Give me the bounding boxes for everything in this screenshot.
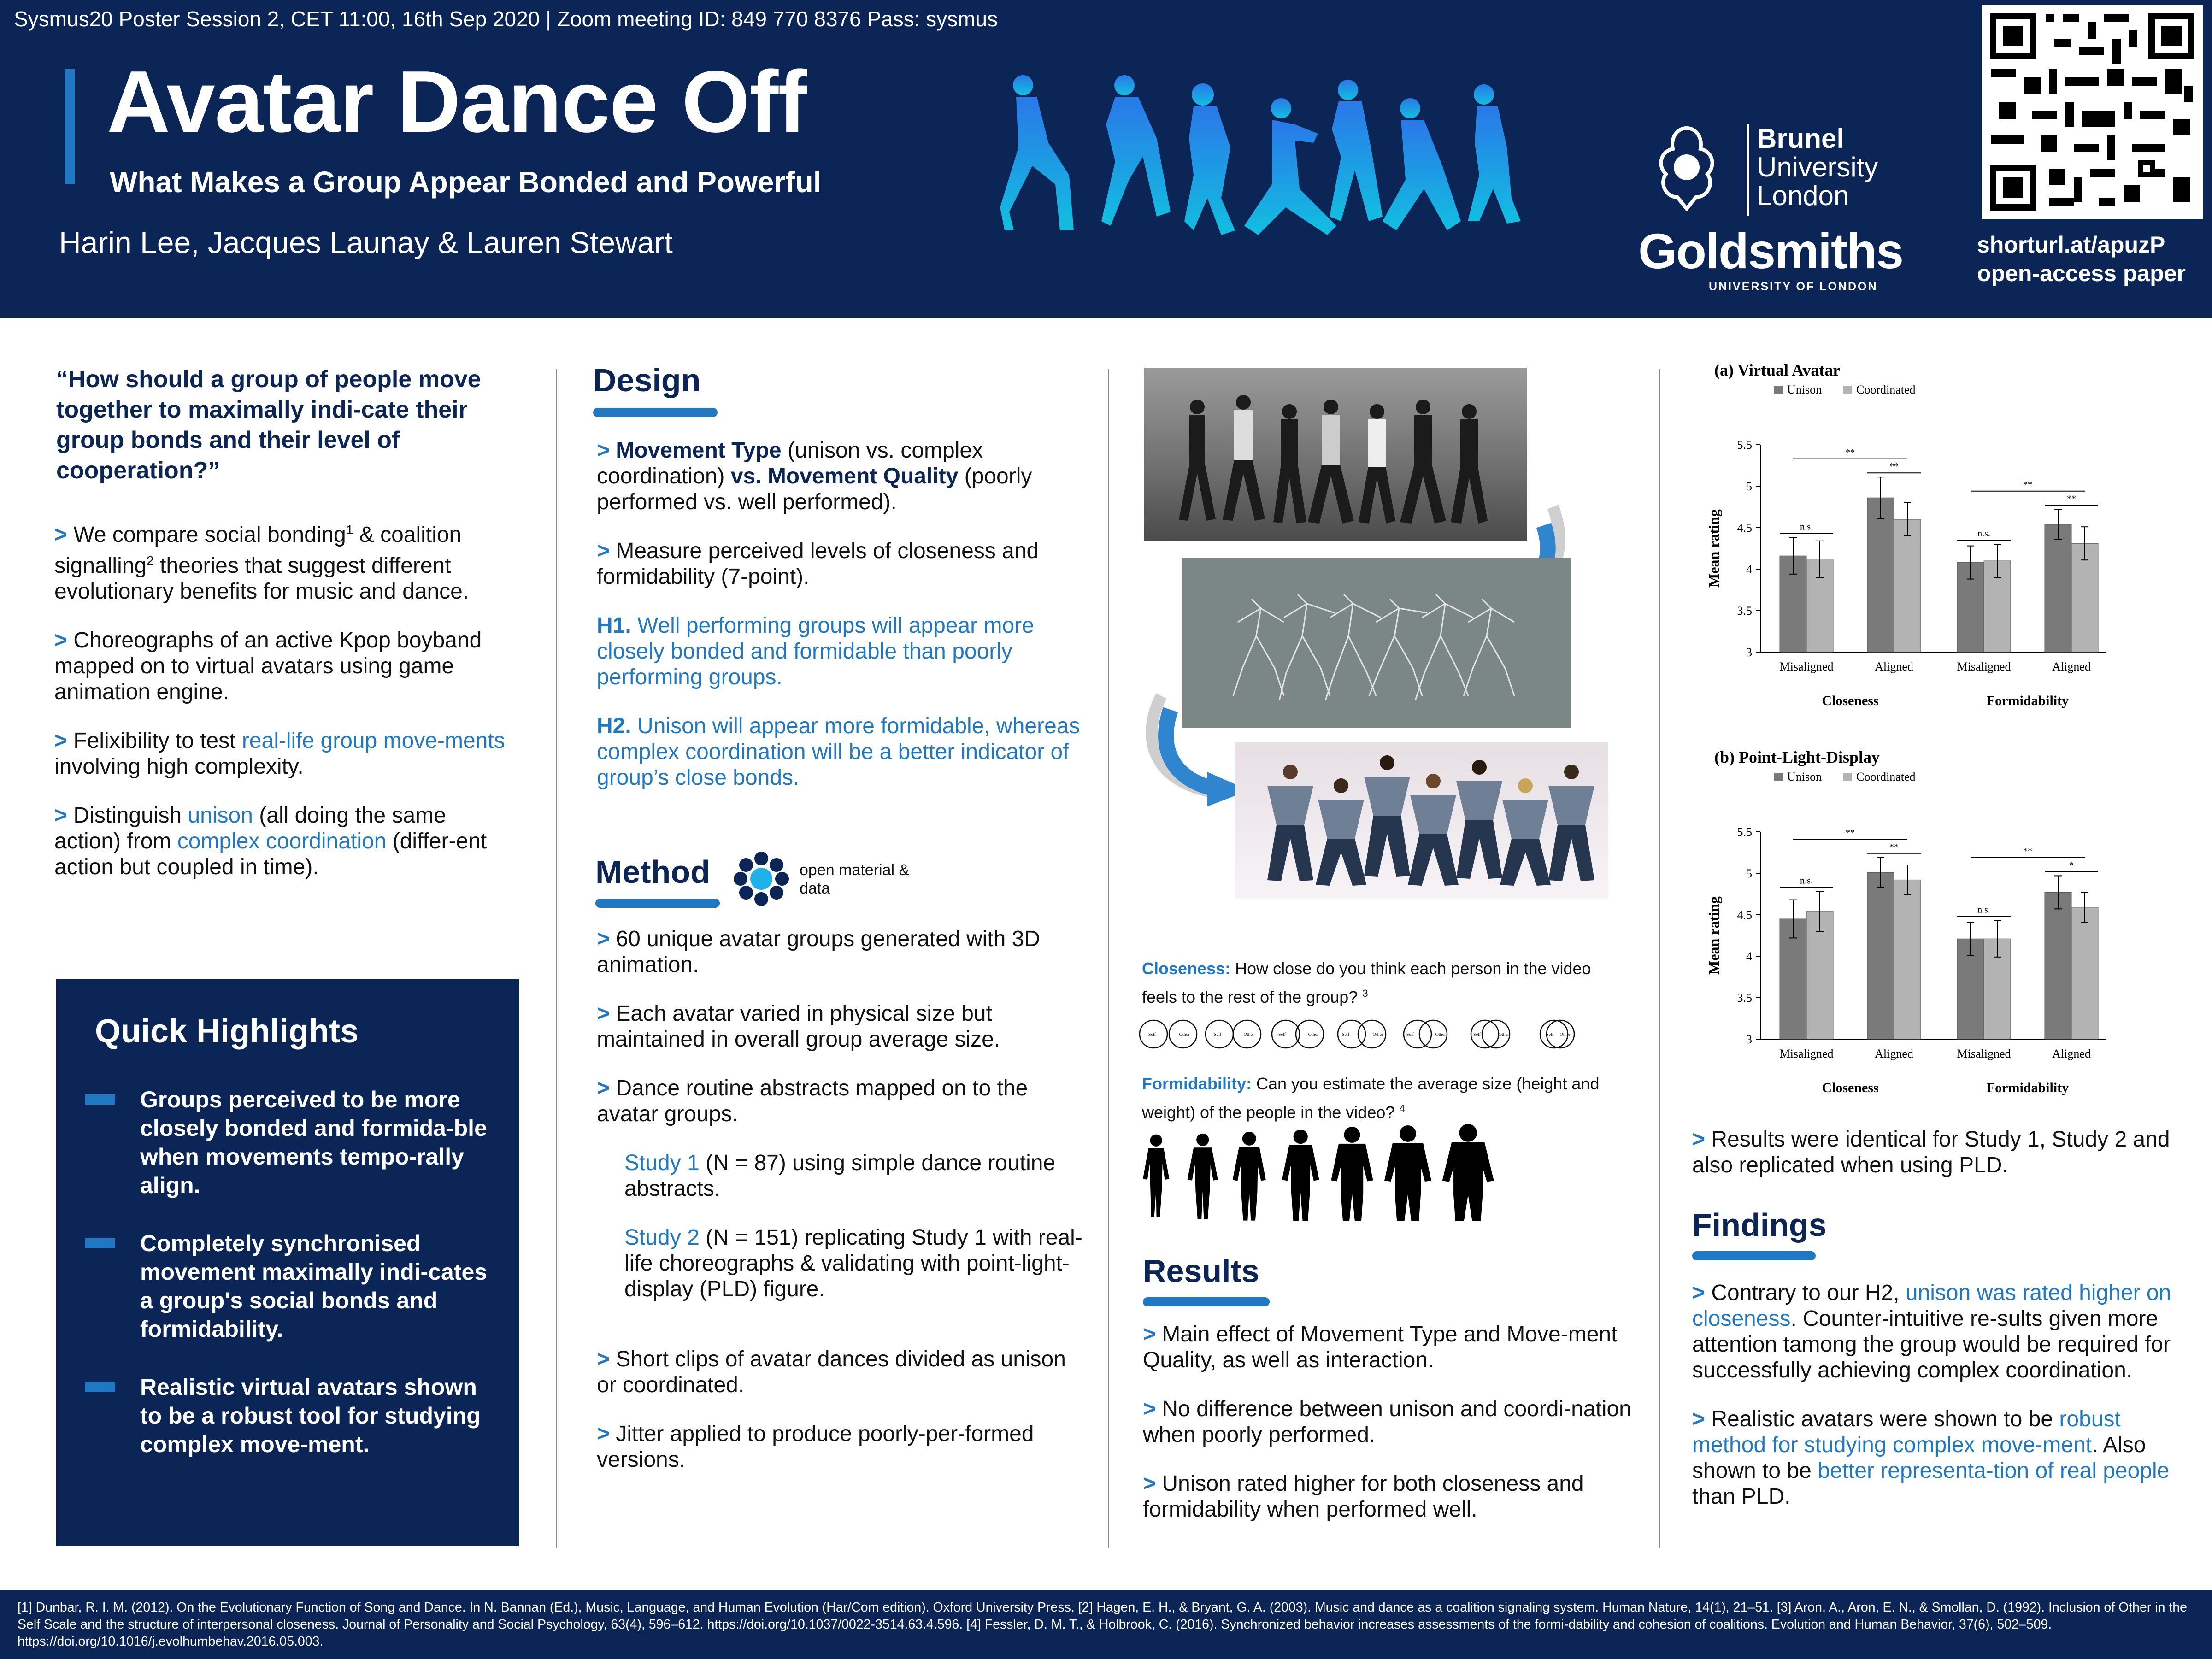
intro-p3-c: involving high complexity. <box>54 754 304 779</box>
qr-code-pattern <box>1982 5 2203 219</box>
significance-label: n.s. <box>1977 529 1990 539</box>
study-1-label: Study 1 <box>624 1151 700 1175</box>
qr-caption <box>1977 230 2207 288</box>
brunel-divider <box>1747 124 1749 216</box>
hypothesis-1 <box>597 613 1085 690</box>
research-question: “How should a group of people move together to maximally indi-cate their group bonds and their level of cooperation?” <box>56 366 481 484</box>
authors: Harin Lee, Jacques Launay & Lauren Stewart <box>59 225 673 259</box>
body-size-silhouettes <box>1138 1124 1535 1221</box>
findings-underline <box>1692 1251 1816 1260</box>
ios-self: Self <box>1473 1032 1481 1037</box>
design-heading: Design <box>593 362 701 398</box>
goldsmiths-logo: Goldsmiths <box>1638 223 1903 279</box>
result-2-text: No difference between unison and coordi-nation when poorly performed. <box>1143 1397 1631 1447</box>
intro-p1 <box>54 517 515 605</box>
findings-heading: Findings <box>1692 1207 1827 1243</box>
y-tick-label: 3 <box>1746 1033 1752 1046</box>
results-heading: Results <box>1143 1253 1259 1289</box>
intro-p1-a: We compare social bonding <box>73 523 346 547</box>
x-tick-label: Misaligned <box>1779 660 1834 673</box>
group-label: Formidability <box>1986 693 2069 708</box>
bar <box>1867 872 1894 1039</box>
design-p1-mid: (unison vs. complex coordination) <box>597 438 983 488</box>
bar <box>1894 880 1921 1039</box>
method-p5 <box>597 1421 1085 1473</box>
legend-swatch <box>1774 386 1783 394</box>
study-2-label: Study 2 <box>624 1225 700 1250</box>
ref-4: 4 <box>1399 1103 1405 1114</box>
chart-title: (a) Virtual Avatar <box>1714 361 1841 379</box>
highlight-text: Groups perceived to be more closely bonded and formida-ble when movements tempo-rally align. <box>140 1087 487 1198</box>
arrow-icon: > <box>1692 1127 1706 1152</box>
arrow-icon: > <box>1143 1322 1156 1347</box>
arrow-icon: > <box>597 927 610 951</box>
brunel-name: Brunel <box>1757 123 1845 154</box>
formidability-question: Can you estimate the average size (height and weight) of the people in the video? <box>1142 1074 1600 1122</box>
highlight-text: Completely synchronised movement maximally indi-cates a group's social bonds and formidability. <box>140 1230 488 1342</box>
closeness-question: How close do you think each person in the video feels to the rest of the group? <box>1142 959 1591 1006</box>
findings-text <box>1692 1280 2181 1533</box>
significance-label: ** <box>2067 494 2076 504</box>
finding-2-b: . Also shown to be <box>1692 1433 2146 1483</box>
method-p2 <box>597 1001 1085 1053</box>
significance-label: ** <box>2023 479 2032 490</box>
significance-label: n.s. <box>1800 876 1813 886</box>
design-text <box>597 438 1085 814</box>
ios-other: Other <box>1498 1032 1509 1037</box>
chart-virtual-avatar <box>1687 357 2147 735</box>
y-tick-label: 4.5 <box>1737 908 1752 922</box>
y-tick-label: 5 <box>1746 867 1752 880</box>
ios-self: Self <box>1213 1032 1222 1037</box>
significance-label: n.s. <box>1977 905 1990 915</box>
intro-p4-blue1: unison <box>188 803 253 828</box>
study-2-text: (N = 151) replicating Study 1 with real-life choreographs & validating with point-light-display (PLD) figure. <box>624 1225 1082 1301</box>
y-axis-label: Mean rating <box>1706 896 1722 975</box>
intro-p2 <box>54 628 515 705</box>
design-p2 <box>597 538 1085 590</box>
highlight-item <box>85 1085 500 1200</box>
intro-text <box>54 517 515 903</box>
intro-p3 <box>54 728 515 780</box>
significance-label: n.s. <box>1800 522 1813 532</box>
brunel-london: London <box>1757 180 1849 211</box>
legend-swatch <box>1843 386 1852 394</box>
references: [1] Dunbar, R. I. M. (2012). On the Evolutionary Function of Song and Dance. In N. Bannan (Ed.), Music, Language, and Human Evolution (Har/Com edition). Oxford University Press. [2] Hagen, E. H., & Bryant, G. A. (2003). Music and dance as a coalition signaling system. Human Nature, 14(1), 21–51. [3] Aron, A., Aron, E. N., & Smollan, D. (1992). Inclusion of Other in the Self Scale and the structure of interpersonal closeness. Journal of Personality and Social Psychology, 63(4), 596–612. https://doi.org/10.1037/0022-3514.63.4.596. [4] Fessler, D. M. T., & Holbrook, C. (2016). Synchronized behavior increases assessments of the formi-dability and cohesion of coalitions. Evolution and Human Behavior, 37(6), 502–509. https://doi.org/10.1016/j.evolhumbehav.2016.05.003. <box>18 1600 2188 1649</box>
arrow-icon: > <box>597 1422 610 1446</box>
finding-1-blue: unison was rated higher on closeness <box>1692 1281 2171 1331</box>
method-p4-text: Short clips of avatar dances divided as unison or coordinated. <box>597 1347 1066 1397</box>
y-axis-label: Mean rating <box>1706 509 1722 588</box>
open-material-label[interactable]: open material & data <box>800 861 910 897</box>
highlights-title: Quick Highlights <box>94 1013 359 1050</box>
arrow-icon: > <box>1692 1281 1706 1305</box>
method-p3-text: Dance routine abstracts mapped on to the avatar groups. <box>597 1076 1028 1126</box>
bullet-dash-icon <box>85 1238 115 1248</box>
highlight-item <box>85 1229 500 1343</box>
h2-label: H2. <box>597 714 631 738</box>
closeness-label: Closeness: <box>1142 959 1231 978</box>
design-bold-2: vs. Movement Quality <box>730 464 959 488</box>
arrow-icon: > <box>597 1001 610 1026</box>
h1-label: H1. <box>597 613 631 638</box>
finding-1-a: Contrary to our H2, <box>1711 1281 1906 1305</box>
y-tick-label: 5.5 <box>1737 825 1752 839</box>
intro-p4-a: Distinguish <box>73 803 188 828</box>
intro-p3-blue: real-life group move-ments <box>241 729 505 753</box>
closeness-measure <box>1142 956 1626 1010</box>
result-2 <box>1143 1396 1641 1448</box>
legend-swatch <box>1774 773 1783 781</box>
significance-label: ** <box>2023 846 2032 856</box>
arrow-icon: > <box>1143 1397 1156 1421</box>
design-underline <box>593 408 718 417</box>
significance-label: ** <box>1846 828 1855 838</box>
bar <box>2071 907 2098 1039</box>
results-text <box>1143 1322 1641 1546</box>
legend-label: Coordinated <box>1856 383 1916 396</box>
design-p1-end: (poorly performed vs. well performed). <box>597 464 1032 514</box>
study-1-text: (N = 87) using simple dance routine abstracts. <box>624 1151 1056 1201</box>
legend-label: Coordinated <box>1856 770 1916 783</box>
qr-code[interactable] <box>1982 5 2203 219</box>
group-label: Closeness <box>1822 1080 1879 1095</box>
bar <box>2045 524 2071 652</box>
significance-label: ** <box>1889 461 1899 472</box>
ios-other: Other <box>1243 1032 1254 1037</box>
poster-title: Avatar Dance Off <box>107 53 807 151</box>
bar <box>1867 498 1894 652</box>
group-label: Closeness <box>1822 693 1879 708</box>
ios-other: Other <box>1179 1032 1190 1037</box>
y-tick-label: 5.5 <box>1737 438 1752 452</box>
arrow-icon: > <box>597 1076 610 1100</box>
brunel-university: University <box>1757 152 1878 182</box>
method-p2-text: Each avatar varied in physical size but maintained in overall group average size. <box>597 1001 1000 1052</box>
finding-2-blue2: better representa-tion of real people <box>1818 1459 2170 1483</box>
ref-3: 3 <box>1362 988 1368 999</box>
significance-label: * <box>2069 860 2074 871</box>
x-tick-label: Aligned <box>1875 1047 1913 1060</box>
finding-2-a: Realistic avatars were shown to be <box>1711 1407 2059 1431</box>
method-p3 <box>597 1076 1085 1127</box>
results-underline <box>1143 1297 1270 1306</box>
h1-text: Well performing groups will appear more closely bonded and formidable than poorly performing groups. <box>597 613 1034 689</box>
y-tick-label: 4 <box>1746 563 1752 576</box>
method-p1-text: 60 unique avatar groups generated with 3D animation. <box>597 927 1040 977</box>
x-tick-label: Aligned <box>1875 660 1913 673</box>
group-label: Formidability <box>1986 1080 2069 1095</box>
design-p1 <box>597 438 1085 515</box>
poster-subtitle: What Makes a Group Appear Bonded and Powerful <box>110 165 822 199</box>
x-tick-label: Aligned <box>2052 660 2091 673</box>
session-line: Sysmus20 Poster Session 2, CET 11:00, 16th Sep 2020 | Zoom meeting ID: 849 770 8376 Pass: sysmus <box>14 7 998 31</box>
legend-swatch <box>1843 773 1852 781</box>
x-tick-label: Aligned <box>2052 1047 2091 1060</box>
x-tick-label: Misaligned <box>1779 1047 1834 1060</box>
finding-2-blue1: robust method for studying complex move-ment <box>1692 1407 2121 1457</box>
finding-2-c: than PLD. <box>1692 1484 1791 1509</box>
hypothesis-2 <box>597 713 1085 791</box>
significance-label: ** <box>1889 841 1899 852</box>
result-3-text: Unison rated higher for both closeness and formidability when performed well. <box>1143 1471 1584 1522</box>
ios-self: Self <box>1406 1032 1414 1037</box>
ref-1: 1 <box>346 523 353 537</box>
result-3 <box>1143 1471 1641 1523</box>
highlight-text: Realistic virtual avatars shown to be a robust tool for studying complex move-ment. <box>140 1374 481 1457</box>
arrow-icon: > <box>54 729 68 753</box>
y-tick-label: 5 <box>1746 480 1752 493</box>
bullet-dash-icon <box>85 1094 115 1105</box>
qr-caption-text: open-access paper <box>1977 260 2186 286</box>
open-material-icon[interactable] <box>733 850 790 908</box>
ios-other: Other <box>1559 1032 1571 1037</box>
legend-label: Unison <box>1787 383 1822 396</box>
intro-p4-blue2: complex coordination <box>177 829 387 853</box>
method-p5-text: Jitter applied to produce poorly-per-formed versions. <box>597 1422 1034 1472</box>
h2-text: Unison will appear more formidable, whereas complex coordination will be a better indicator of group’s close bonds. <box>597 714 1080 790</box>
ios-other: Other <box>1308 1032 1319 1037</box>
arrow-icon: > <box>54 803 68 828</box>
intro-p4 <box>54 803 515 880</box>
qr-link[interactable]: shorturl.at/apuzP <box>1977 232 2165 258</box>
x-tick-label: Misaligned <box>1957 1047 2011 1060</box>
results-summary <box>1692 1127 2176 1201</box>
formidability-label: Formidability: <box>1142 1074 1252 1093</box>
arrow-icon: > <box>597 438 610 463</box>
y-tick-label: 3.5 <box>1737 991 1752 1005</box>
column-divider-1 <box>556 369 557 1548</box>
ios-self: Self <box>1148 1032 1156 1037</box>
arrow-icon: > <box>54 628 68 653</box>
arrow-icon: > <box>1143 1471 1156 1496</box>
y-tick-label: 4 <box>1746 950 1752 963</box>
ios-other: Other <box>1372 1032 1383 1037</box>
intro-p4-c: (differ-ent action but coupled in time). <box>54 829 487 879</box>
summary-text: Results were identical for Study 1, Study 2 and also replicated when using PLD. <box>1692 1127 2170 1177</box>
legend-label: Unison <box>1787 770 1822 783</box>
y-tick-label: 3 <box>1746 646 1752 659</box>
bar <box>1894 519 1921 652</box>
ios-self: Self <box>1278 1032 1286 1037</box>
method-underline <box>595 899 720 908</box>
chart-point-light-display <box>1687 744 2147 1122</box>
goldsmiths-sub: UNIVERSITY OF LONDON <box>1709 280 1878 293</box>
method-heading: Method <box>595 854 710 890</box>
study-2 <box>624 1225 1085 1302</box>
finding-1 <box>1692 1280 2181 1383</box>
ios-scale <box>1138 1014 1618 1055</box>
chart-title: (b) Point-Light-Display <box>1714 748 1880 766</box>
ios-self: Self <box>1341 1032 1350 1037</box>
significance-label: ** <box>1846 447 1855 458</box>
formidability-measure <box>1142 1071 1626 1125</box>
intro-p1-b: & coalition signalling <box>54 523 462 578</box>
ref-2: 2 <box>147 553 154 568</box>
result-1 <box>1143 1322 1641 1373</box>
method-p4 <box>597 1347 1085 1398</box>
finding-2 <box>1692 1406 2181 1510</box>
ios-other: Other <box>1435 1032 1446 1037</box>
summary-p <box>1692 1127 2176 1178</box>
column-divider-3 <box>1659 369 1660 1548</box>
arrow-icon: > <box>1692 1407 1706 1431</box>
intro-p2-text: Choreographs of an active Kpop boyband mapped on to virtual avatars using game animation engine. <box>54 628 482 704</box>
arrow-icon: > <box>597 539 610 563</box>
title-accent-bar <box>65 69 75 184</box>
design-p2-text: Measure perceived levels of closeness and formidability (7-point). <box>597 539 1039 589</box>
method-p1 <box>597 926 1085 978</box>
bullet-dash-icon <box>85 1382 115 1392</box>
column-divider-2 <box>1108 369 1109 1548</box>
x-tick-label: Misaligned <box>1957 660 2011 673</box>
bar <box>2045 892 2071 1039</box>
study-1 <box>624 1150 1085 1202</box>
highlight-item <box>85 1373 500 1459</box>
intro-p3-a: Felixibility to test <box>73 729 242 753</box>
method-text <box>597 926 1085 1496</box>
avatar-group-render <box>1235 742 1608 899</box>
header-dancers-image <box>986 69 1530 263</box>
intro-p4-b: (all doing the same action) from <box>54 803 446 853</box>
finding-1-c: . Counter-intuitive re-sults given more attention tamong the group would be required for successfully achieving complex coordination. <box>1692 1306 2171 1382</box>
brunel-crest-logo <box>1652 124 1721 211</box>
brunel-wordmark <box>1757 124 1878 210</box>
quick-highlights-box <box>56 979 519 1546</box>
highlights-list <box>85 1085 500 1488</box>
arrow-icon: > <box>54 523 68 547</box>
y-tick-label: 4.5 <box>1737 521 1752 535</box>
y-tick-label: 3.5 <box>1737 604 1752 618</box>
result-1-text: Main effect of Movement Type and Move-ment Quality, as well as interaction. <box>1143 1322 1618 1372</box>
design-bold-1: Movement Type <box>616 438 782 463</box>
arrow-icon: > <box>597 1347 610 1371</box>
intro-p1-c: theories that suggest different evolutionary benefits for music and dance. <box>54 553 469 604</box>
ios-self: Self <box>1546 1032 1554 1037</box>
